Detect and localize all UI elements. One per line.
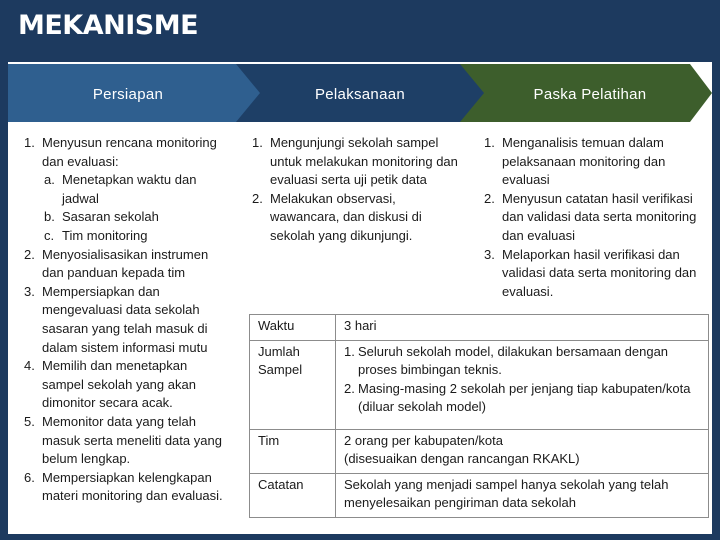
pelaksanaan-list — [252, 134, 464, 246]
phase-label-persiapan: Persiapan — [92, 86, 164, 103]
phase-label-pelaksanaan: Pelaksanaan — [314, 86, 406, 103]
list-item: 6. Mempersiapkan kelengkapan materi monitoring dan evaluasi. — [24, 469, 223, 504]
phase-label-paska: Paska Pelatihan — [533, 86, 647, 103]
list-item: 1. Menganalisis temuan dalam pelaksanaan monitoring dan evaluasi — [484, 135, 666, 188]
row-value-tim: 2 orang per kabupaten/kota (disesuaikan dengan rancangan RKAKL) — [336, 429, 709, 473]
persiapan-list — [24, 134, 232, 506]
list-item: 2. Melakukan observasi, wawancara, dan diskusi di sekolah yang dikunjungi. — [252, 190, 422, 243]
row-key-waktu: Waktu — [250, 315, 336, 341]
sub-list-item: b. Sasaran sekolah — [44, 209, 159, 225]
table-row — [250, 315, 709, 341]
row-key-catatan: Catatan — [250, 473, 336, 517]
list-item: 3. Melaporkan hasil verifikasi dan validasi data serta monitoring dan evaluasi. — [484, 246, 697, 299]
list-item: 1. Menyusun rencana monitoring dan evaluasi: a. Menetapkan waktu dan jadwal b. Sasaran sekolah c. Tim monitoring — [24, 134, 232, 246]
sub-list-item: c. Tim monitoring — [44, 227, 148, 243]
details-table — [249, 314, 709, 518]
content-panel — [8, 62, 712, 534]
table-row — [250, 473, 709, 517]
table-row — [250, 340, 709, 429]
list-item: 1. Seluruh sekolah model, dilakukan bersamaan dengan proses bimbingan teknis. — [344, 343, 669, 378]
row-value-sampel — [336, 340, 709, 429]
page-title: MEKANISME — [18, 10, 199, 41]
list-item: 2. Masing-masing 2 sekolah per jenjang tiap kabupaten/kota (diluar sekolah model) — [344, 380, 691, 415]
row-value-waktu: 3 hari — [336, 315, 709, 341]
list-item: 2. Menyusun catatan hasil verifikasi dan validasi data serta monitoring dan evaluasi — [484, 190, 697, 243]
row-value-catatan: Sekolah yang menjadi sampel hanya sekolah yang telah menyelesaikan pengiriman data sekolah — [336, 473, 709, 517]
list-item: 4. Memilih dan menetapkan sampel sekolah yang akan dimonitor secara acak. — [24, 358, 196, 411]
table-row — [250, 429, 709, 473]
row-key-tim: Tim — [250, 429, 336, 473]
row-key-sampel: Jumlah Sampel — [250, 340, 336, 429]
list-item: 2. Menyosialisasikan instrumen dan panduan kepada tim — [24, 246, 209, 281]
list-item: 5. Memonitor data yang telah masuk serta meneliti data yang belum lengkap. — [24, 413, 222, 467]
sub-list-item: a. Menetapkan waktu dan jadwal — [44, 172, 197, 206]
paska-list — [484, 134, 702, 301]
list-item: 3. Mempersiapkan dan mengevaluasi data sekolah sasaran yang telah masuk di dalam sistem informasi mutu — [24, 283, 208, 355]
list-item: 1. Mengunjungi sekolah sampel untuk melakukan monitoring dan evaluasi serta uji petik data — [252, 135, 458, 188]
